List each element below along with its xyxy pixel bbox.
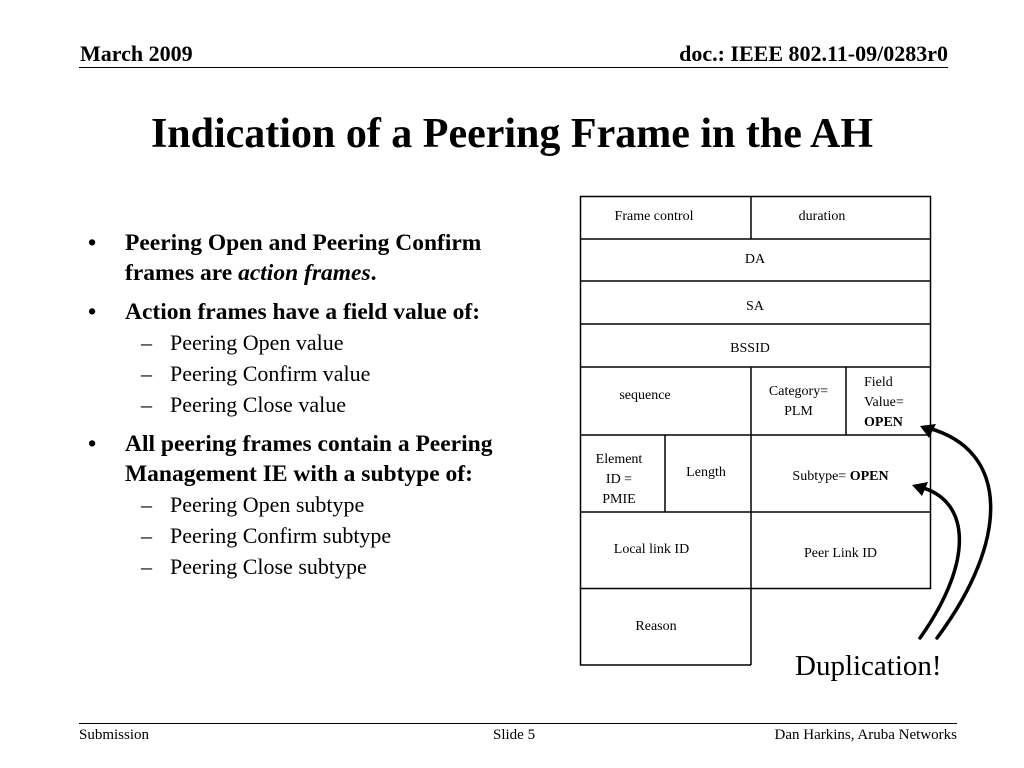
cell-field-value — [864, 373, 924, 433]
sub-bullet-text: Peering Confirm value — [170, 361, 371, 386]
bullet-text: Peering Open and Peering Confirm frames are — [125, 230, 482, 286]
bullet-text-end: . — [370, 260, 377, 286]
cell-da: DA — [744, 252, 766, 267]
cell-subtype — [751, 467, 930, 487]
field-value-open: OPEN — [864, 415, 903, 430]
cell-element-id — [580, 450, 658, 510]
bullet-text: All peering frames contain a Peering Management IE with a subtype of: — [125, 431, 493, 487]
duplication-label: Duplication! — [795, 650, 942, 682]
sub-bullet-text: Peering Open subtype — [170, 492, 365, 517]
element-id-value: PMIE — [602, 492, 636, 507]
field-value-label: Field — [864, 375, 893, 390]
cell-sequence: sequence — [619, 388, 671, 403]
cell-frame-control: Frame control — [614, 209, 694, 224]
footer-rule — [79, 723, 957, 724]
header-doc-id: doc.: IEEE 802.11-09/0283r0 — [679, 41, 948, 66]
subtype-value: OPEN — [849, 469, 889, 484]
field-value-label-2: Value= — [864, 395, 904, 410]
footer-submission: Submission — [79, 727, 150, 743]
slide-title: Indication of a Peering Frame in the AH — [150, 111, 874, 157]
dash-marker: – — [141, 330, 152, 355]
bullet-marker: • — [88, 299, 97, 325]
footer-slide-number: Slide 5 — [493, 727, 536, 743]
element-id-label: Element — [595, 452, 643, 467]
header-date: March 2009 — [80, 41, 193, 66]
cell-local-link-id: Local link ID — [613, 542, 690, 557]
dash-marker: – — [141, 392, 152, 417]
sub-bullet-text: Peering Close subtype — [170, 554, 367, 579]
bullet-marker: • — [88, 230, 97, 256]
dash-marker: – — [141, 523, 152, 548]
cell-duration: duration — [798, 209, 846, 224]
sub-bullet-text: Peering Close value — [170, 392, 346, 417]
sub-bullet-text: Peering Confirm subtype — [170, 523, 392, 548]
dash-marker: – — [141, 361, 152, 386]
element-id-label-2: ID = — [605, 472, 633, 487]
cell-sa: SA — [746, 299, 764, 314]
bullet-emphasis: action frames — [238, 260, 371, 286]
cell-peer-link-id: Peer Link ID — [803, 546, 878, 561]
cell-reason: Reason — [635, 619, 677, 634]
subtype-label: Subtype= — [792, 469, 850, 484]
category-value: PLM — [784, 404, 813, 419]
cell-category — [751, 382, 846, 422]
bullet-marker: • — [88, 431, 97, 457]
category-label: Category= — [768, 384, 829, 399]
sub-bullet-text: Peering Open value — [170, 330, 344, 355]
cell-length: Length — [686, 465, 726, 480]
dash-marker: – — [141, 492, 152, 517]
footer-author: Dan Harkins, Aruba Networks — [774, 727, 957, 743]
bullet-text: Action frames have a field value of: — [125, 299, 481, 325]
dash-marker: – — [141, 554, 152, 579]
cell-bssid: BSSID — [730, 341, 770, 356]
